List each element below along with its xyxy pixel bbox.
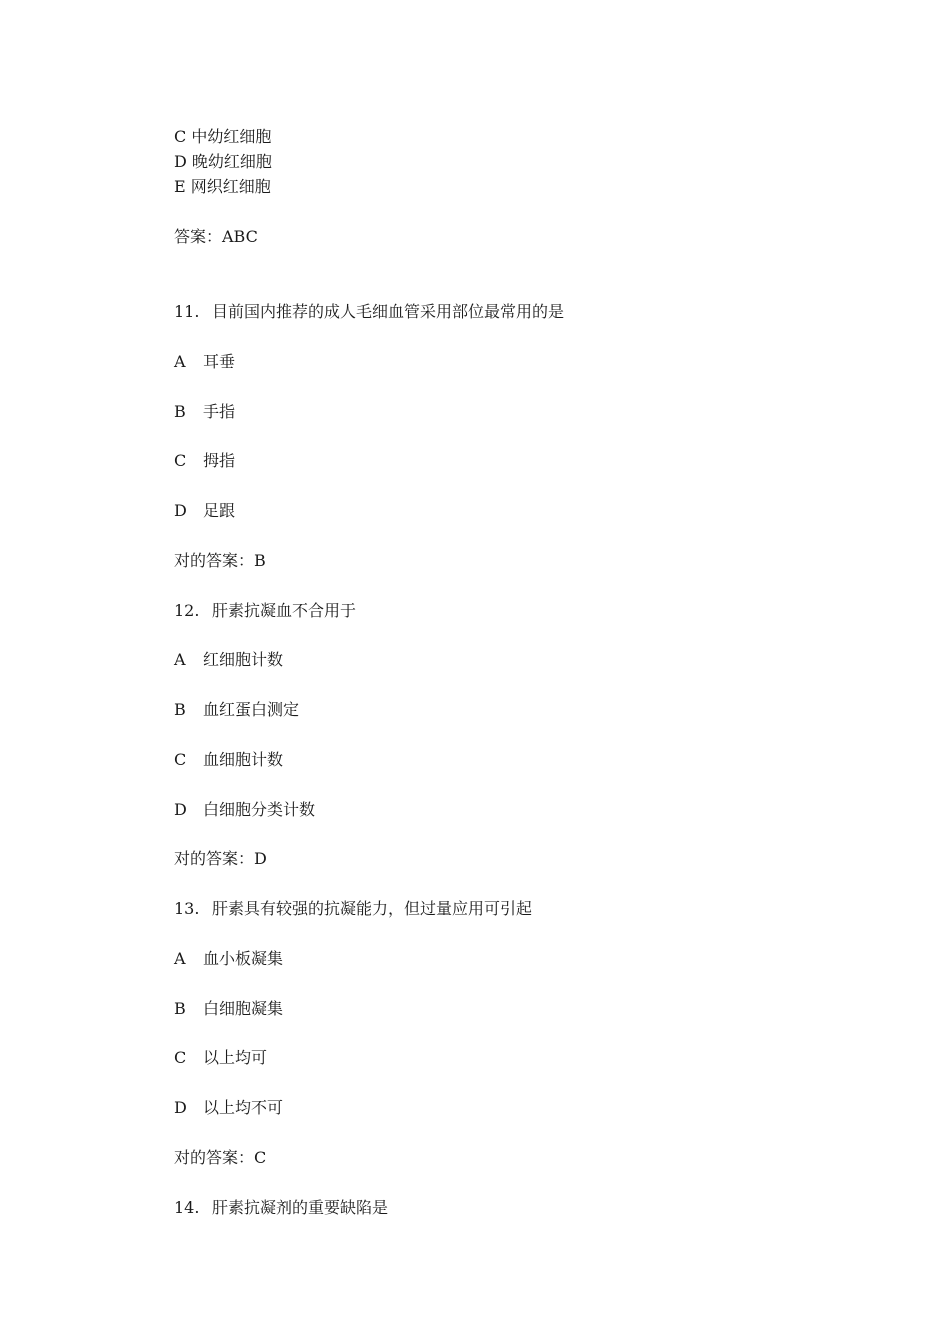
- prev-option-c: C 中幼红细胞: [174, 127, 272, 146]
- option-text: 血细胞计数: [203, 750, 284, 769]
- question-text: 肝素具有较强的抗凝能力，但过量应用可引起: [212, 899, 533, 918]
- question-number: 11.: [174, 302, 200, 321]
- q12-option-c: [174, 750, 283, 770]
- option-letter: C: [174, 750, 187, 769]
- q13-option-b: [174, 999, 283, 1019]
- question-number: 13.: [174, 899, 200, 918]
- question-text: 肝素抗凝血不合用于: [212, 601, 357, 620]
- option-text: 以上均可: [203, 1048, 268, 1067]
- option-text: 红细胞计数: [203, 650, 284, 669]
- q13-option-c: [174, 1048, 267, 1068]
- q11-option-d: [174, 501, 235, 521]
- prev-option-d: D 晚幼红细胞: [174, 152, 272, 171]
- option-letter: B: [174, 999, 186, 1018]
- question-number: 12.: [174, 601, 200, 620]
- question-12: [174, 601, 356, 621]
- option-text: 拇指: [203, 451, 236, 470]
- question-11: [174, 302, 564, 322]
- option-text: 白细胞凝集: [203, 999, 284, 1018]
- q11-option-a: [174, 352, 235, 372]
- option-text: 血红蛋白测定: [203, 700, 300, 719]
- question-13: [174, 899, 532, 919]
- option-letter: A: [174, 949, 186, 968]
- q12-option-b: [174, 700, 299, 720]
- q13-option-d: [174, 1098, 283, 1118]
- option-text: 手指: [203, 402, 236, 421]
- option-letter: B: [174, 700, 186, 719]
- q13-answer: 对的答案：C: [174, 1148, 267, 1167]
- q11-answer: 对的答案：B: [174, 551, 266, 570]
- prev-answer: 答案：ABC: [174, 227, 258, 246]
- question-14: [174, 1198, 388, 1218]
- question-text: 目前国内推荐的成人毛细血管采用部位最常用的是: [212, 302, 565, 321]
- option-letter: D: [174, 1098, 187, 1117]
- prev-option-e: E 网织红细胞: [174, 177, 271, 196]
- q11-option-b: [174, 402, 235, 422]
- option-text: 足跟: [203, 501, 236, 520]
- option-letter: D: [174, 501, 187, 520]
- option-letter: B: [174, 402, 186, 421]
- q12-option-a: [174, 650, 283, 670]
- option-letter: C: [174, 1048, 187, 1067]
- option-text: 白细胞分类计数: [203, 800, 316, 819]
- option-letter: D: [174, 800, 187, 819]
- option-text: 耳垂: [203, 352, 236, 371]
- option-letter: C: [174, 451, 187, 470]
- question-number: 14.: [174, 1198, 200, 1217]
- option-text: 以上均不可: [203, 1098, 284, 1117]
- question-text: 肝素抗凝剂的重要缺陷是: [212, 1198, 389, 1217]
- q12-answer: 对的答案：D: [174, 849, 267, 868]
- q12-option-d: [174, 800, 315, 820]
- option-letter: A: [174, 650, 186, 669]
- option-letter: A: [174, 352, 186, 371]
- option-text: 血小板凝集: [203, 949, 284, 968]
- q13-option-a: [174, 949, 283, 969]
- q11-option-c: [174, 451, 235, 471]
